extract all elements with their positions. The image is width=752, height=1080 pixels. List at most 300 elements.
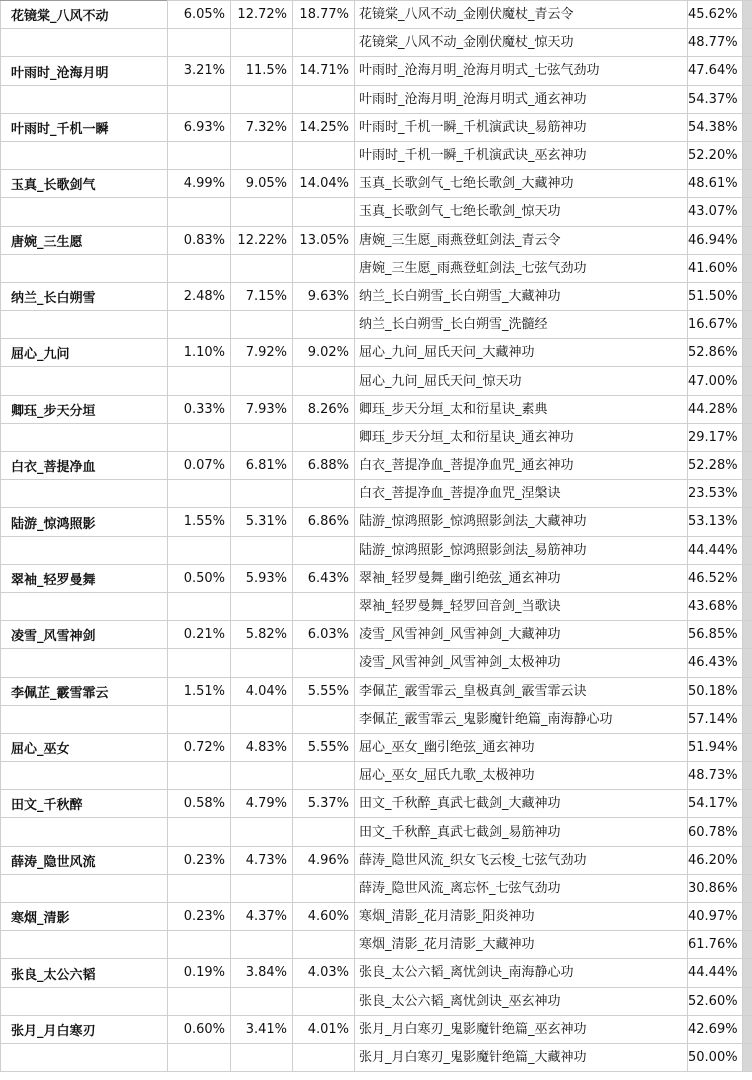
rate-cell[interactable]: 16.67% <box>688 311 743 339</box>
pct-b-cell[interactable]: 4.79% <box>231 790 293 818</box>
hero-name-cell[interactable] <box>1 874 168 902</box>
pct-b-cell[interactable]: 5.93% <box>231 564 293 592</box>
pct-a-cell[interactable] <box>168 85 231 113</box>
hero-name-cell[interactable]: 玉真_长歌剑气 <box>1 170 168 198</box>
pct-b-cell[interactable]: 12.22% <box>231 226 293 254</box>
combo-cell[interactable]: 卿珏_步天分垣_太和衍星诀_素典 <box>355 395 688 423</box>
pct-total-cell[interactable] <box>293 311 355 339</box>
column-edge-cell[interactable] <box>743 395 752 423</box>
combo-cell[interactable]: 叶雨时_沧海月明_沧海月明式_七弦气劲功 <box>355 57 688 85</box>
column-edge-cell[interactable] <box>743 621 752 649</box>
rate-cell[interactable]: 54.37% <box>688 85 743 113</box>
table-row <box>1 226 752 254</box>
combo-cell[interactable]: 张月_月白寒刃_鬼影魔针绝篇_巫玄神功 <box>355 1015 688 1043</box>
rate-cell[interactable]: 46.52% <box>688 564 743 592</box>
column-edge-cell[interactable] <box>743 113 752 141</box>
rate-cell[interactable]: 52.28% <box>688 452 743 480</box>
combo-cell[interactable]: 玉真_长歌剑气_七绝长歌剑_惊天功 <box>355 198 688 226</box>
combo-cell[interactable]: 叶雨时_沧海月明_沧海月明式_通玄神功 <box>355 85 688 113</box>
rate-cell[interactable]: 53.13% <box>688 508 743 536</box>
hero-name-cell[interactable]: 陆游_惊鸿照影 <box>1 508 168 536</box>
rate-cell[interactable]: 50.18% <box>688 677 743 705</box>
combo-cell[interactable]: 花镜棠_八风不动_金刚伏魔杖_青云令 <box>355 1 688 29</box>
column-edge-cell[interactable] <box>743 536 752 564</box>
pct-b-cell[interactable]: 5.82% <box>231 621 293 649</box>
pct-total-cell[interactable] <box>293 762 355 790</box>
table-row <box>1 1 752 29</box>
table-row <box>1 1015 752 1043</box>
pct-a-cell[interactable] <box>168 254 231 282</box>
pct-b-cell[interactable] <box>231 198 293 226</box>
combo-cell[interactable]: 张良_太公六韬_离忧剑诀_南海静心功 <box>355 959 688 987</box>
hero-name-cell[interactable] <box>1 423 168 451</box>
column-edge-cell[interactable] <box>743 367 752 395</box>
pct-total-cell[interactable]: 13.05% <box>293 226 355 254</box>
table-row <box>1 790 752 818</box>
table-subrow <box>1 874 752 902</box>
pct-total-cell[interactable] <box>293 649 355 677</box>
hero-name-cell[interactable]: 叶雨时_千机一瞬 <box>1 113 168 141</box>
column-edge-cell[interactable] <box>743 987 752 1015</box>
hero-name-cell[interactable] <box>1 311 168 339</box>
column-edge-cell[interactable] <box>743 170 752 198</box>
pct-a-cell[interactable]: 0.23% <box>168 846 231 874</box>
pct-a-cell[interactable] <box>168 480 231 508</box>
hero-name-cell[interactable]: 花镜棠_八风不动 <box>1 1 168 29</box>
hero-name-cell[interactable] <box>1 762 168 790</box>
hero-name-cell[interactable]: 田文_千秋醉 <box>1 790 168 818</box>
rate-cell[interactable]: 41.60% <box>688 254 743 282</box>
rate-cell[interactable]: 52.20% <box>688 141 743 169</box>
hero-name-cell[interactable] <box>1 987 168 1015</box>
column-edge-cell[interactable] <box>743 592 752 620</box>
hero-name-cell[interactable] <box>1 818 168 846</box>
rate-cell[interactable]: 43.68% <box>688 592 743 620</box>
column-edge-cell[interactable] <box>743 1043 752 1071</box>
rate-cell[interactable]: 48.61% <box>688 170 743 198</box>
pct-a-cell[interactable] <box>168 311 231 339</box>
column-edge-cell[interactable] <box>743 141 752 169</box>
table-subrow <box>1 367 752 395</box>
column-edge-cell[interactable] <box>743 762 752 790</box>
pct-a-cell[interactable]: 0.83% <box>168 226 231 254</box>
pct-a-cell[interactable] <box>168 198 231 226</box>
column-edge-cell[interactable] <box>743 57 752 85</box>
pct-a-cell[interactable] <box>168 705 231 733</box>
pct-total-cell[interactable] <box>293 480 355 508</box>
pct-a-cell[interactable] <box>168 367 231 395</box>
pct-total-cell[interactable] <box>293 931 355 959</box>
table-subrow <box>1 423 752 451</box>
pct-b-cell[interactable]: 3.84% <box>231 959 293 987</box>
table-row <box>1 113 752 141</box>
table-subrow <box>1 762 752 790</box>
pct-total-cell[interactable] <box>293 85 355 113</box>
pct-a-cell[interactable] <box>168 423 231 451</box>
table-row <box>1 395 752 423</box>
rate-cell[interactable]: 43.07% <box>688 198 743 226</box>
table-subrow <box>1 85 752 113</box>
combo-cell[interactable]: 唐婉_三生愿_雨燕登虹剑法_七弦气劲功 <box>355 254 688 282</box>
column-edge-cell[interactable] <box>743 1 752 29</box>
hero-name-cell[interactable]: 白衣_菩提净血 <box>1 452 168 480</box>
table-subrow <box>1 592 752 620</box>
pct-total-cell[interactable]: 4.01% <box>293 1015 355 1043</box>
pct-a-cell[interactable]: 3.21% <box>168 57 231 85</box>
column-edge-cell[interactable] <box>743 480 752 508</box>
table-subrow <box>1 987 752 1015</box>
pct-total-cell[interactable]: 14.71% <box>293 57 355 85</box>
column-edge-cell[interactable] <box>743 226 752 254</box>
hero-name-cell[interactable] <box>1 367 168 395</box>
column-edge-cell[interactable] <box>743 903 752 931</box>
combo-cell[interactable]: 李佩芷_霰雪霏云_鬼影魔针绝篇_南海静心功 <box>355 705 688 733</box>
pct-b-cell[interactable] <box>231 649 293 677</box>
rate-cell[interactable]: 44.44% <box>688 536 743 564</box>
pct-a-cell[interactable]: 0.58% <box>168 790 231 818</box>
hero-name-cell[interactable] <box>1 198 168 226</box>
combo-cell[interactable]: 陆游_惊鸿照影_惊鸿照影剑法_易筋神功 <box>355 536 688 564</box>
combo-cell[interactable]: 李佩芷_霰雪霏云_皇极真剑_霰雪霏云诀 <box>355 677 688 705</box>
table-row <box>1 452 752 480</box>
pct-total-cell[interactable] <box>293 874 355 902</box>
pct-a-cell[interactable]: 1.10% <box>168 339 231 367</box>
pct-a-cell[interactable]: 1.51% <box>168 677 231 705</box>
pct-total-cell[interactable]: 8.26% <box>293 395 355 423</box>
hero-name-cell[interactable] <box>1 649 168 677</box>
pct-b-cell[interactable] <box>231 480 293 508</box>
pct-total-cell[interactable]: 14.04% <box>293 170 355 198</box>
pct-total-cell[interactable]: 18.77% <box>293 1 355 29</box>
table-subrow <box>1 198 752 226</box>
table-subrow <box>1 931 752 959</box>
rate-cell[interactable]: 50.00% <box>688 1043 743 1071</box>
pct-a-cell[interactable]: 0.60% <box>168 1015 231 1043</box>
combo-cell[interactable]: 薛涛_隐世风流_离忘怀_七弦气劲功 <box>355 874 688 902</box>
combo-cell[interactable]: 玉真_长歌剑气_七绝长歌剑_大藏神功 <box>355 170 688 198</box>
rate-cell[interactable]: 29.17% <box>688 423 743 451</box>
pct-b-cell[interactable]: 6.81% <box>231 452 293 480</box>
pct-total-cell[interactable] <box>293 705 355 733</box>
combo-cell[interactable]: 陆游_惊鸿照影_惊鸿照影剑法_大藏神功 <box>355 508 688 536</box>
rate-cell[interactable]: 46.20% <box>688 846 743 874</box>
table-row <box>1 339 752 367</box>
column-edge-cell[interactable] <box>743 733 752 761</box>
column-edge-cell[interactable] <box>743 198 752 226</box>
pct-a-cell[interactable]: 0.23% <box>168 903 231 931</box>
column-edge-cell[interactable] <box>743 508 752 536</box>
hero-name-cell[interactable]: 凌雪_风雪神剑 <box>1 621 168 649</box>
rate-cell[interactable]: 46.94% <box>688 226 743 254</box>
pct-a-cell[interactable] <box>168 1043 231 1071</box>
rate-cell[interactable]: 40.97% <box>688 903 743 931</box>
pct-a-cell[interactable] <box>168 649 231 677</box>
pct-b-cell[interactable] <box>231 311 293 339</box>
column-edge-cell[interactable] <box>743 85 752 113</box>
pct-b-cell[interactable] <box>231 592 293 620</box>
combo-cell[interactable]: 凌雪_风雪神剑_风雪神剑_太极神功 <box>355 649 688 677</box>
hero-name-cell[interactable]: 唐婉_三生愿 <box>1 226 168 254</box>
pct-total-cell[interactable]: 4.96% <box>293 846 355 874</box>
combo-cell[interactable]: 叶雨时_千机一瞬_千机演武诀_易筋神功 <box>355 113 688 141</box>
pct-b-cell[interactable] <box>231 29 293 57</box>
pct-a-cell[interactable]: 6.05% <box>168 1 231 29</box>
hero-name-cell[interactable]: 寒烟_清影 <box>1 903 168 931</box>
hero-name-cell[interactable] <box>1 1043 168 1071</box>
pct-a-cell[interactable] <box>168 818 231 846</box>
table-row <box>1 733 752 761</box>
rate-cell[interactable]: 61.76% <box>688 931 743 959</box>
combo-cell[interactable]: 屈心_巫女_屈氏九歌_太极神功 <box>355 762 688 790</box>
column-edge-cell[interactable] <box>743 649 752 677</box>
hero-name-cell[interactable]: 李佩芷_霰雪霏云 <box>1 677 168 705</box>
combo-cell[interactable]: 纳兰_长白朔雪_长白朔雪_大藏神功 <box>355 282 688 310</box>
table-subrow <box>1 705 752 733</box>
hero-name-cell[interactable] <box>1 931 168 959</box>
hero-name-cell[interactable] <box>1 85 168 113</box>
table-subrow <box>1 29 752 57</box>
combo-cell[interactable]: 凌雪_风雪神剑_风雪神剑_大藏神功 <box>355 621 688 649</box>
pct-total-cell[interactable] <box>293 198 355 226</box>
pct-total-cell[interactable]: 6.43% <box>293 564 355 592</box>
pct-a-cell[interactable]: 0.33% <box>168 395 231 423</box>
hero-name-cell[interactable] <box>1 536 168 564</box>
table-row <box>1 959 752 987</box>
hero-name-cell[interactable]: 薛涛_隐世风流 <box>1 846 168 874</box>
pct-a-cell[interactable] <box>168 29 231 57</box>
column-edge-cell[interactable] <box>743 1015 752 1043</box>
pct-b-cell[interactable]: 12.72% <box>231 1 293 29</box>
hero-name-cell[interactable]: 张良_太公六韬 <box>1 959 168 987</box>
pct-b-cell[interactable]: 7.32% <box>231 113 293 141</box>
pct-total-cell[interactable]: 4.60% <box>293 903 355 931</box>
pct-b-cell[interactable] <box>231 987 293 1015</box>
combo-cell[interactable]: 屈心_九问_屈氏天问_惊天功 <box>355 367 688 395</box>
table-subrow <box>1 536 752 564</box>
pct-a-cell[interactable]: 0.72% <box>168 733 231 761</box>
combo-cell[interactable]: 白衣_菩提净血_菩提净血咒_涅槃诀 <box>355 480 688 508</box>
pct-total-cell[interactable]: 14.25% <box>293 113 355 141</box>
combo-cell[interactable]: 白衣_菩提净血_菩提净血咒_通玄神功 <box>355 452 688 480</box>
hero-name-cell[interactable] <box>1 480 168 508</box>
pct-a-cell[interactable] <box>168 874 231 902</box>
hero-name-cell[interactable] <box>1 705 168 733</box>
pct-b-cell[interactable]: 4.04% <box>231 677 293 705</box>
pct-b-cell[interactable] <box>231 1043 293 1071</box>
column-edge-cell[interactable] <box>743 705 752 733</box>
rate-cell[interactable]: 51.94% <box>688 733 743 761</box>
pct-b-cell[interactable] <box>231 818 293 846</box>
pct-total-cell[interactable]: 5.55% <box>293 733 355 761</box>
rate-cell[interactable]: 48.77% <box>688 29 743 57</box>
pct-total-cell[interactable]: 9.63% <box>293 282 355 310</box>
pct-b-cell[interactable]: 4.37% <box>231 903 293 931</box>
combo-cell[interactable]: 寒烟_清影_花月清影_大藏神功 <box>355 931 688 959</box>
column-edge-cell[interactable] <box>743 846 752 874</box>
column-edge-cell[interactable] <box>743 452 752 480</box>
combo-cell[interactable]: 纳兰_长白朔雪_长白朔雪_洗髓经 <box>355 311 688 339</box>
rate-cell[interactable]: 60.78% <box>688 818 743 846</box>
pct-total-cell[interactable] <box>293 367 355 395</box>
pct-b-cell[interactable]: 7.15% <box>231 282 293 310</box>
hero-name-cell[interactable]: 屈心_巫女 <box>1 733 168 761</box>
rate-cell[interactable]: 57.14% <box>688 705 743 733</box>
hero-name-cell[interactable]: 翠袖_轻罗曼舞 <box>1 564 168 592</box>
table-subrow <box>1 1043 752 1071</box>
pct-a-cell[interactable] <box>168 762 231 790</box>
pct-b-cell[interactable] <box>231 762 293 790</box>
pct-b-cell[interactable]: 11.5% <box>231 57 293 85</box>
rate-cell[interactable]: 44.44% <box>688 959 743 987</box>
combo-cell[interactable]: 唐婉_三生愿_雨燕登虹剑法_青云令 <box>355 226 688 254</box>
pct-a-cell[interactable]: 1.55% <box>168 508 231 536</box>
pct-b-cell[interactable]: 3.41% <box>231 1015 293 1043</box>
column-edge-cell[interactable] <box>743 29 752 57</box>
pct-b-cell[interactable] <box>231 85 293 113</box>
pct-b-cell[interactable] <box>231 367 293 395</box>
hero-name-cell[interactable]: 卿珏_步天分垣 <box>1 395 168 423</box>
pct-total-cell[interactable]: 9.02% <box>293 339 355 367</box>
column-edge-cell[interactable] <box>743 790 752 818</box>
pct-b-cell[interactable]: 4.73% <box>231 846 293 874</box>
combo-cell[interactable]: 田文_千秋醉_真武七截剑_大藏神功 <box>355 790 688 818</box>
pct-total-cell[interactable]: 5.37% <box>293 790 355 818</box>
combo-cell[interactable]: 田文_千秋醉_真武七截剑_易筋神功 <box>355 818 688 846</box>
pct-total-cell[interactable]: 6.88% <box>293 452 355 480</box>
table-row <box>1 903 752 931</box>
hero-name-cell[interactable] <box>1 592 168 620</box>
combo-cell[interactable]: 翠袖_轻罗曼舞_幽引绝弦_通玄神功 <box>355 564 688 592</box>
table-row <box>1 621 752 649</box>
pct-b-cell[interactable] <box>231 423 293 451</box>
combo-cell[interactable]: 张良_太公六韬_离忧剑诀_巫玄神功 <box>355 987 688 1015</box>
hero-name-cell[interactable]: 纳兰_长白朔雪 <box>1 282 168 310</box>
column-edge-cell[interactable] <box>743 677 752 705</box>
rate-cell[interactable]: 54.17% <box>688 790 743 818</box>
rate-cell[interactable]: 52.86% <box>688 339 743 367</box>
pct-total-cell[interactable]: 6.86% <box>293 508 355 536</box>
rate-cell[interactable]: 30.86% <box>688 874 743 902</box>
rate-cell[interactable]: 46.43% <box>688 649 743 677</box>
table-subrow <box>1 141 752 169</box>
hero-name-cell[interactable]: 屈心_九问 <box>1 339 168 367</box>
combo-cell[interactable]: 屈心_九问_屈氏天问_大藏神功 <box>355 339 688 367</box>
pct-total-cell[interactable] <box>293 1043 355 1071</box>
pct-b-cell[interactable]: 7.93% <box>231 395 293 423</box>
pct-total-cell[interactable]: 4.03% <box>293 959 355 987</box>
pct-a-cell[interactable]: 0.07% <box>168 452 231 480</box>
combo-cell[interactable]: 屈心_巫女_幽引绝弦_通玄神功 <box>355 733 688 761</box>
pct-total-cell[interactable] <box>293 423 355 451</box>
pct-b-cell[interactable] <box>231 874 293 902</box>
pct-a-cell[interactable] <box>168 592 231 620</box>
table-row <box>1 564 752 592</box>
hero-name-cell[interactable]: 叶雨时_沧海月明 <box>1 57 168 85</box>
table-row <box>1 170 752 198</box>
pct-total-cell[interactable] <box>293 818 355 846</box>
combo-cell[interactable]: 翠袖_轻罗曼舞_轻罗回音剑_当歌诀 <box>355 592 688 620</box>
column-edge-cell[interactable] <box>743 931 752 959</box>
rate-cell[interactable]: 52.60% <box>688 987 743 1015</box>
pct-b-cell[interactable]: 9.05% <box>231 170 293 198</box>
table-subrow <box>1 649 752 677</box>
pct-b-cell[interactable]: 5.31% <box>231 508 293 536</box>
column-edge-cell[interactable] <box>743 959 752 987</box>
pct-b-cell[interactable] <box>231 536 293 564</box>
rate-cell[interactable]: 51.50% <box>688 282 743 310</box>
pct-total-cell[interactable] <box>293 536 355 564</box>
pct-total-cell[interactable] <box>293 254 355 282</box>
column-edge-cell[interactable] <box>743 339 752 367</box>
pct-b-cell[interactable]: 7.92% <box>231 339 293 367</box>
column-edge-cell[interactable] <box>743 423 752 451</box>
combo-cell[interactable]: 薛涛_隐世风流_织女飞云梭_七弦气劲功 <box>355 846 688 874</box>
rate-cell[interactable]: 42.69% <box>688 1015 743 1043</box>
rate-cell[interactable]: 45.62% <box>688 1 743 29</box>
column-edge-cell[interactable] <box>743 564 752 592</box>
pct-a-cell[interactable] <box>168 536 231 564</box>
combo-cell[interactable]: 张月_月白寒刃_鬼影魔针绝篇_大藏神功 <box>355 1043 688 1071</box>
table-subrow <box>1 480 752 508</box>
combo-cell[interactable]: 花镜棠_八风不动_金刚伏魔杖_惊天功 <box>355 29 688 57</box>
rate-cell[interactable]: 54.38% <box>688 113 743 141</box>
combo-cell[interactable]: 寒烟_清影_花月清影_阳炎神功 <box>355 903 688 931</box>
rate-cell[interactable]: 44.28% <box>688 395 743 423</box>
hero-name-cell[interactable] <box>1 29 168 57</box>
hero-name-cell[interactable] <box>1 141 168 169</box>
pct-total-cell[interactable]: 6.03% <box>293 621 355 649</box>
pct-total-cell[interactable] <box>293 141 355 169</box>
pct-a-cell[interactable]: 2.48% <box>168 282 231 310</box>
pct-a-cell[interactable] <box>168 987 231 1015</box>
pct-b-cell[interactable] <box>231 705 293 733</box>
table-row <box>1 57 752 85</box>
table-subrow <box>1 254 752 282</box>
rate-cell[interactable]: 23.53% <box>688 480 743 508</box>
hero-name-cell[interactable]: 张月_月白寒刃 <box>1 1015 168 1043</box>
table-body <box>1 1 752 1072</box>
pct-a-cell[interactable]: 0.21% <box>168 621 231 649</box>
hero-name-cell[interactable] <box>1 254 168 282</box>
pct-b-cell[interactable] <box>231 931 293 959</box>
combo-cell[interactable]: 叶雨时_千机一瞬_千机演武诀_巫玄神功 <box>355 141 688 169</box>
column-edge-cell[interactable] <box>743 311 752 339</box>
rate-cell[interactable]: 48.73% <box>688 762 743 790</box>
column-edge-cell[interactable] <box>743 254 752 282</box>
rate-cell[interactable]: 56.85% <box>688 621 743 649</box>
pct-b-cell[interactable] <box>231 254 293 282</box>
pct-a-cell[interactable] <box>168 931 231 959</box>
pct-total-cell[interactable] <box>293 592 355 620</box>
pct-b-cell[interactable]: 4.83% <box>231 733 293 761</box>
pct-a-cell[interactable] <box>168 141 231 169</box>
pct-total-cell[interactable] <box>293 987 355 1015</box>
pct-a-cell[interactable]: 0.50% <box>168 564 231 592</box>
combo-cell[interactable]: 卿珏_步天分垣_太和衍星诀_通玄神功 <box>355 423 688 451</box>
rate-cell[interactable]: 47.64% <box>688 57 743 85</box>
pct-total-cell[interactable] <box>293 29 355 57</box>
pct-b-cell[interactable] <box>231 141 293 169</box>
rate-cell[interactable]: 47.00% <box>688 367 743 395</box>
pct-a-cell[interactable]: 0.19% <box>168 959 231 987</box>
pct-a-cell[interactable]: 6.93% <box>168 113 231 141</box>
table-row <box>1 846 752 874</box>
column-edge-cell[interactable] <box>743 874 752 902</box>
column-edge-cell[interactable] <box>743 282 752 310</box>
pct-total-cell[interactable]: 5.55% <box>293 677 355 705</box>
column-edge-cell[interactable] <box>743 818 752 846</box>
pct-a-cell[interactable]: 4.99% <box>168 170 231 198</box>
